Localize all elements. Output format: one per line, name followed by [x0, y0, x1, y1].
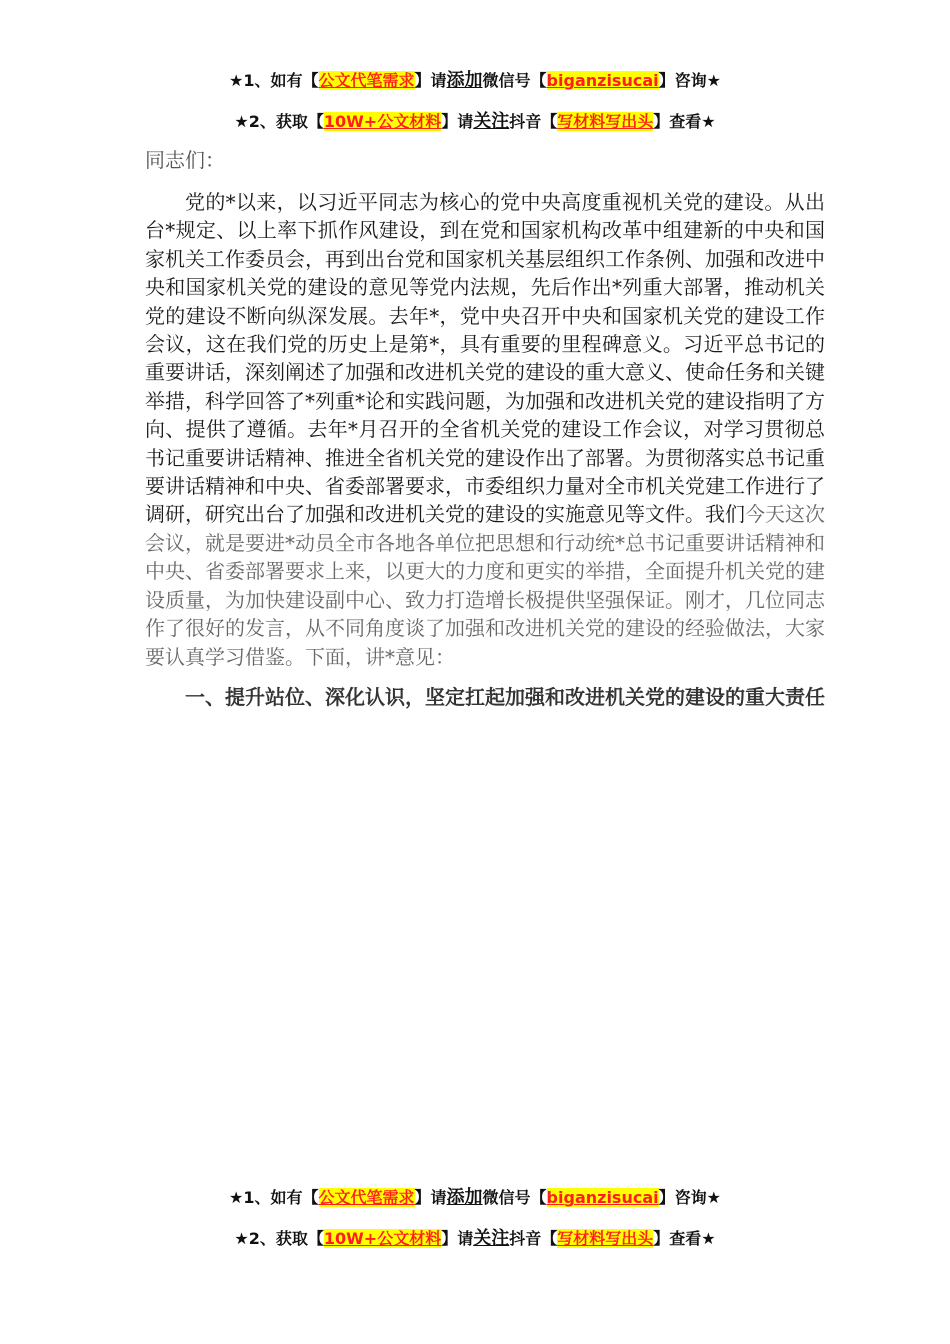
promo-line-2: [0, 109, 950, 135]
promo-text: 】请: [414, 71, 447, 90]
salutation: 同志们：: [145, 148, 225, 172]
promo-line-1: [0, 68, 950, 94]
promo-text: 】咨询★: [658, 1188, 721, 1207]
promo-text: ★2、获取【: [234, 112, 324, 131]
paragraph-main: 党的*以来，以习近平同志为核心的党中央高度重视机关党的建设。从出台*规定、以上率下抓作风建设，到在党和国家机构改革中组建新的中央和国家机关工作委员会，再到出台党和国家机关基层组织工作条例、加强和改进中央和国家机关党的建设的意见等党内法规，先后作出*列重大部署，推动机关党的建设不断向纵深发展。去年*，党中央召开中央和国家机关党的建设工作会议，这在我们党的历史上是第*，具有重要的里程碑意义。习近平总书记的重要讲话，深刻阐述了加强和改进机关党的建设的重大意义、使命任务和关键举措，科学回答了*列重*论和实践问题，为加强和改进机关党的建设指明了方向、提供了遵循。去年*月召开的全省机关党的建设工作会议，对学习贯彻总书记重要讲话精神、推进全省机关党的建设作出了部署。为贯彻落实总书记重要讲话精神和中央、省委部署要求，市委组织力量对全市机关党建工作进行了调研，研究出台了加强和改进机关党的建设的实施意见等文件。我们: [145, 190, 825, 527]
promo-highlight: 写材料写出头: [557, 1229, 654, 1248]
promo-text: 】请: [414, 1188, 447, 1207]
promo-text: ★2、获取【: [234, 1229, 324, 1248]
section-heading: 一、提升站位、深化认识，坚定扛起加强和改进机关党的建设的重大责任: [185, 684, 825, 709]
promo-emphasis: 关注: [473, 1228, 510, 1249]
promo-emphasis: 关注: [473, 111, 510, 132]
promo-text: ★1、如有【: [229, 1188, 319, 1207]
promo-highlight: biganzisucai: [546, 71, 659, 90]
body-paragraph: [145, 188, 825, 671]
promo-line-2: [0, 1226, 950, 1252]
promo-text: 抖音【: [509, 112, 558, 131]
promo-text: 微信号【: [482, 1188, 547, 1207]
promo-highlight: 公文代笔需求: [318, 71, 415, 90]
document-body: [145, 146, 825, 712]
header-promo: [0, 68, 950, 150]
promo-text: 】咨询★: [658, 71, 721, 90]
promo-highlight: biganzisucai: [546, 1188, 659, 1207]
promo-text: 】查看★: [653, 1229, 716, 1248]
promo-text: 】查看★: [653, 112, 716, 131]
promo-highlight: 10W+公文材料: [323, 112, 442, 131]
promo-text: 抖音【: [509, 1229, 558, 1248]
promo-highlight: 写材料写出头: [557, 112, 654, 131]
promo-emphasis: 添加: [446, 1187, 483, 1208]
promo-text: ★1、如有【: [229, 71, 319, 90]
promo-highlight: 10W+公文材料: [323, 1229, 442, 1248]
promo-text: 】请: [441, 1229, 474, 1248]
promo-emphasis: 添加: [446, 70, 483, 91]
paragraph-tail: 今天这次会议，就是要进*动员全市各地各单位把思想和行动统*总书记重要讲话精神和中央、省委部署要求上来，以更大的力度和更实的举措，全面提升机关党的建设质量，为加快建设副中心、致力打造增长极提供坚强保证。刚才，几位同志作了很好的发言，从不同角度谈了加强和改进机关党的建设的经验做法，大家要认真学习借鉴。下面，讲*意见：: [145, 502, 825, 669]
promo-highlight: 公文代笔需求: [318, 1188, 415, 1207]
promo-line-1: [0, 1185, 950, 1211]
promo-text: 微信号【: [482, 71, 547, 90]
promo-text: 】请: [441, 112, 474, 131]
footer-promo: [0, 1185, 950, 1267]
